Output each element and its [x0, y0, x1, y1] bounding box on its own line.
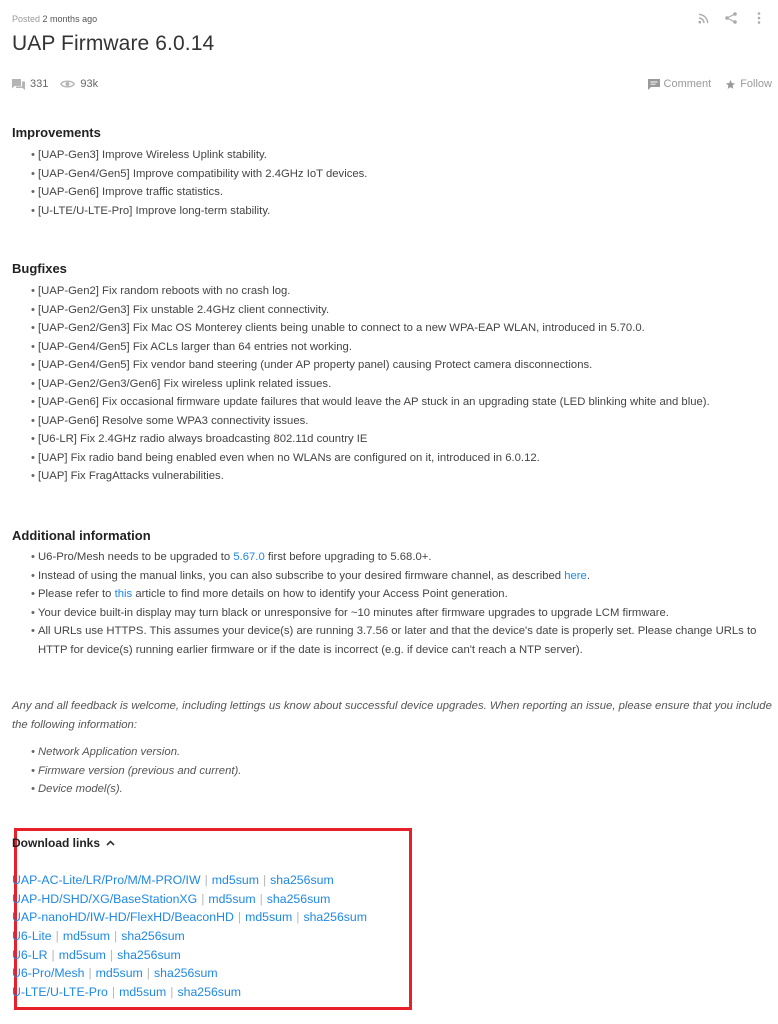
comments-icon [12, 79, 25, 90]
download-row [12, 890, 367, 909]
comment-icon [648, 79, 660, 90]
posted-age[interactable]: 2 months ago [42, 14, 98, 24]
md5sum-link[interactable]: md5sum [245, 910, 293, 925]
improvements-title: Improvements [12, 125, 101, 140]
separator: | [262, 873, 267, 887]
device-download-link[interactable]: U6-Lite [12, 929, 52, 944]
list-item: • All URLs use HTTPS. This assumes your device(s) are running 3.7.56 or later and that the device's date is properly set. Please change URLs to HTTP for device(s) running earlier firmware or if the date is incorrect (e.g. if device can't reach a NTP server). [38, 622, 774, 659]
list-item [38, 548, 774, 567]
list-item: • [UAP-Gen4/Gen5] Improve compatibility with 2.4GHz IoT devices. [38, 165, 367, 184]
additional-info-title: Additional information [12, 528, 151, 543]
separator: | [201, 891, 205, 906]
separator: | [259, 891, 263, 906]
md5sum-link[interactable]: md5sum [119, 985, 167, 1000]
device-download-link[interactable]: UAP-HD/SHD/XG/BaseStationXG [12, 891, 198, 906]
download-row [12, 927, 367, 946]
rss-icon[interactable] [696, 11, 710, 25]
post-toolbar [696, 11, 766, 25]
sha256sum-link[interactable]: sha256sum [266, 891, 331, 906]
device-download-link[interactable]: U6-LR [12, 947, 48, 962]
post-actions [634, 78, 772, 90]
star-icon [725, 79, 736, 90]
list-item: • Network Application version. [38, 743, 241, 762]
here-link[interactable]: here [564, 569, 587, 582]
text-segment: Please refer to [38, 588, 115, 600]
comment-count: 331 [30, 78, 49, 90]
list-item: • Your device built-in display may turn black or unresponsive for ~10 minutes after firmware upgrades to upgrade LCM firmware. [38, 604, 774, 623]
download-row [12, 871, 367, 890]
feedback-text: Any and all feedback is welcome, including lettings us know about successful device upgrades. When reporting an issue, please ensure that you include the following information: [12, 700, 772, 731]
separator: | [111, 985, 116, 1000]
sha256sum-link[interactable]: sha256sum [117, 947, 181, 962]
list-item: • [UAP] Fix radio band being enabled even when no WLANs are configured on it, introduced in 6.0.12. [38, 449, 710, 468]
list-item [38, 567, 774, 586]
sha256sum-link[interactable]: sha256sum [154, 966, 218, 981]
improvements-list [38, 146, 367, 220]
list-item: • [UAP-Gen4/Gen5] Fix vendor band steering (under AP property panel) causing Protect camera disconnections. [38, 356, 710, 375]
follow-label: Follow [740, 78, 772, 90]
follow-button[interactable] [725, 78, 772, 90]
page-title: UAP Firmware 6.0.14 [12, 32, 215, 55]
download-links-toggle[interactable] [12, 836, 115, 850]
additional-info-list [38, 548, 774, 659]
text-segment: first before upgrading to 5.68.0+. [264, 551, 432, 563]
device-download-link[interactable]: U6-Pro/Mesh [12, 966, 85, 981]
md5sum-link[interactable]: md5sum [58, 947, 106, 962]
separator: | [55, 929, 59, 944]
text-segment: . [586, 569, 590, 582]
separator: | [204, 873, 208, 887]
list-item: • [UAP-Gen2/Gen3/Gen6] Fix wireless uplink related issues. [38, 375, 710, 394]
list-item [38, 585, 774, 604]
bugfixes-list [38, 282, 710, 486]
comment-count-stat [12, 78, 48, 90]
list-item: • [UAP] Fix FragAttacks vulnerabilities. [38, 467, 710, 486]
list-item: • [U6-LR] Fix 2.4GHz radio always broadcasting 802.11d country IE [38, 430, 710, 449]
download-row [12, 946, 367, 965]
sha256sum-link[interactable]: sha256sum [270, 873, 334, 887]
text-segment: article to find more details on how to identify your Access Point generation. [132, 588, 508, 600]
list-item: • Firmware version (previous and current). [38, 762, 241, 781]
list-item: • [UAP-Gen2/Gen3] Fix unstable 2.4GHz client connectivity. [38, 301, 710, 320]
list-item: • [UAP-Gen2] Fix random reboots with no crash log. [38, 282, 710, 301]
download-links-list [12, 871, 367, 1002]
chevron-up-icon [106, 840, 115, 846]
separator: | [114, 929, 118, 944]
separator: | [109, 947, 114, 962]
feedback-list [38, 743, 241, 799]
device-download-link[interactable]: UAP-AC-Lite/LR/Pro/M/M-PRO/IW [12, 873, 201, 887]
separator: | [237, 910, 242, 925]
text-segment: Instead of using the manual links, you can also subscribe to your desired firmware channel, as described [38, 569, 565, 582]
list-item: • [UAP-Gen4/Gen5] Fix ACLs larger than 64 entries not working. [38, 338, 710, 357]
md5sum-link[interactable]: md5sum [211, 873, 259, 887]
separator: | [146, 966, 150, 981]
list-item: • [UAP-Gen6] Improve traffic statistics. [38, 183, 367, 202]
md5sum-link[interactable]: md5sum [62, 929, 111, 944]
device-download-link[interactable]: U-LTE/U-LTE-Pro [12, 985, 108, 1000]
version-link[interactable]: 5.67.0 [233, 551, 265, 563]
separator: | [296, 910, 300, 925]
sha256sum-link[interactable]: sha256sum [177, 985, 242, 1000]
comment-button[interactable] [648, 78, 712, 90]
post-stats [12, 78, 110, 90]
sha256sum-link[interactable]: sha256sum [303, 910, 368, 925]
bugfixes-title: Bugfixes [12, 261, 67, 276]
list-item: • Device model(s). [38, 780, 241, 799]
sha256sum-link[interactable]: sha256sum [121, 929, 185, 944]
more-vertical-icon[interactable] [752, 11, 766, 25]
device-download-link[interactable]: UAP-nanoHD/IW-HD/FlexHD/BeaconHD [12, 910, 234, 925]
eye-icon [60, 79, 75, 89]
separator: | [170, 985, 174, 1000]
download-row [12, 964, 367, 983]
share-icon[interactable] [724, 11, 738, 25]
comment-label: Comment [663, 78, 712, 90]
separator: | [88, 966, 92, 981]
md5sum-link[interactable]: md5sum [208, 891, 256, 906]
download-links-title: Download links [12, 836, 101, 850]
list-item: • [UAP-Gen6] Fix occasional firmware update failures that would leave the AP stuck in an upgrading state (LED blinking white and blue). [38, 393, 710, 412]
separator: | [51, 947, 55, 962]
list-item: • [U-LTE/U-LTE-Pro] Improve long-term stability. [38, 202, 367, 221]
view-count-stat [60, 78, 98, 90]
download-row [12, 983, 367, 1002]
list-item: • [UAP-Gen2/Gen3] Fix Mac OS Monterey clients being unable to connect to a new WPA-EAP WLAN, introduced in 5.70.0. [38, 319, 710, 338]
download-row [12, 908, 367, 927]
list-item: • [UAP-Gen6] Resolve some WPA3 connectivity issues. [38, 412, 710, 431]
this-link[interactable]: this [114, 588, 133, 600]
posted-meta [12, 14, 97, 24]
list-item: • [UAP-Gen3] Improve Wireless Uplink stability. [38, 146, 367, 165]
text-segment: U6-Pro/Mesh needs to be upgraded to [38, 551, 234, 563]
md5sum-link[interactable]: md5sum [95, 966, 143, 981]
posted-prefix: Posted [12, 14, 41, 24]
view-count: 93k [80, 78, 99, 90]
